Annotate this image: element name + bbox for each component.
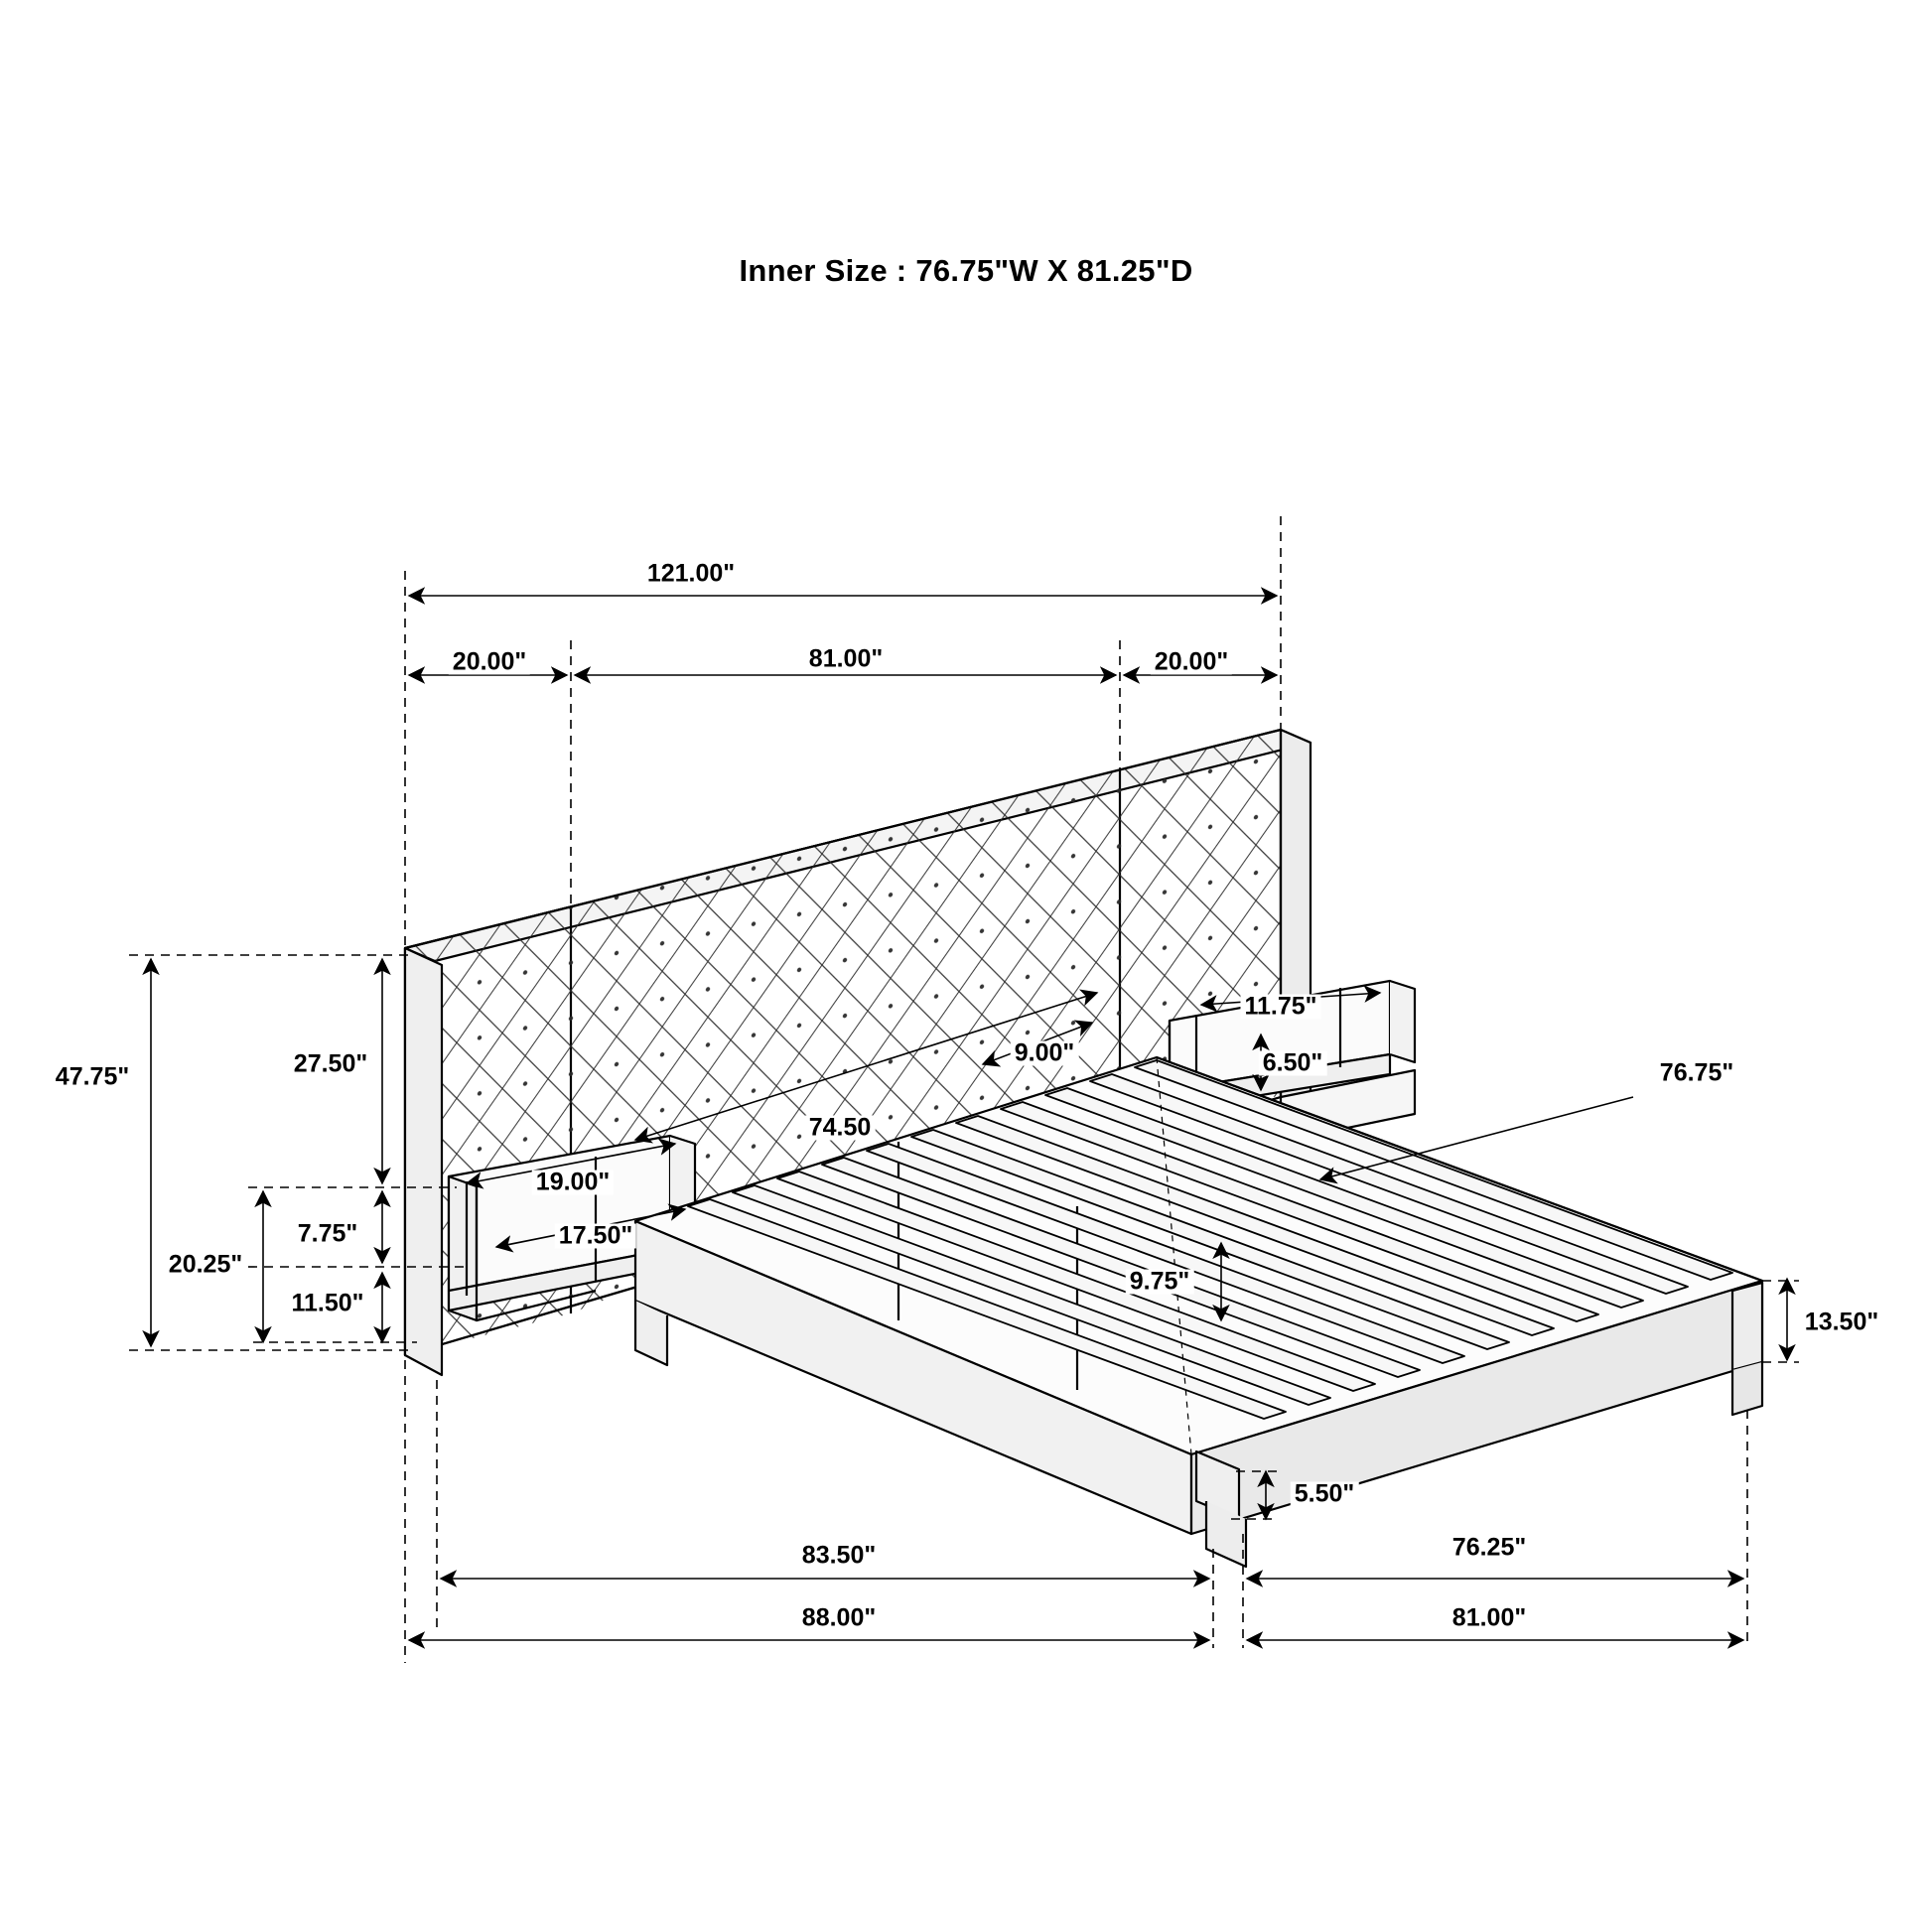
dimension-label-right-drawer-width: 11.75" <box>1240 995 1320 1020</box>
dimension-label-right-panel-width: 20.00" <box>1151 650 1232 675</box>
dimension-label-frame-length-outer: 88.00" <box>798 1606 880 1631</box>
dimension-label-side-length-outer: 81.00" <box>1449 1606 1530 1631</box>
dimension-label-mattress-platform-span: 74.50 <box>805 1116 876 1141</box>
dimension-label-frame-length-inner: 83.50" <box>798 1544 880 1569</box>
dimension-label-headboard-to-rail: 9.00" <box>1011 1041 1079 1066</box>
dimension-label-headboard-center-width: 81.00" <box>805 647 887 672</box>
dimension-label-side-rail-height: 13.50" <box>1801 1311 1882 1335</box>
dimension-label-left-drawer-width: 19.00" <box>532 1171 614 1195</box>
dimension-label-leg-height: 5.50" <box>1291 1482 1359 1507</box>
dimension-label-left-drawer-inner: 17.50" <box>555 1224 636 1249</box>
dimension-label-side-length: 76.25" <box>1449 1536 1530 1561</box>
dimension-label-nightstand-height: 11.50" <box>287 1292 367 1316</box>
dimension-label-right-drawer-depth: 6.50" <box>1259 1051 1327 1076</box>
dimension-label-mattress-width-callout: 76.75" <box>1656 1061 1737 1086</box>
dimension-label-overall-width: 121.00" <box>643 562 739 587</box>
dimension-label-left-panel-width: 20.00" <box>449 650 530 675</box>
dimension-label-slat-clearance: 9.75" <box>1126 1270 1194 1295</box>
dimension-label-drawer-front-height: 7.75" <box>294 1222 362 1247</box>
dimension-label-overall-height: 47.75" <box>52 1065 133 1090</box>
dimension-label-nightstand-zone-height: 20.25" <box>165 1253 246 1278</box>
page-title: Inner Size : 76.75"W X 81.25"D <box>739 253 1193 288</box>
dimension-label-headboard-height: 27.50" <box>290 1052 371 1077</box>
